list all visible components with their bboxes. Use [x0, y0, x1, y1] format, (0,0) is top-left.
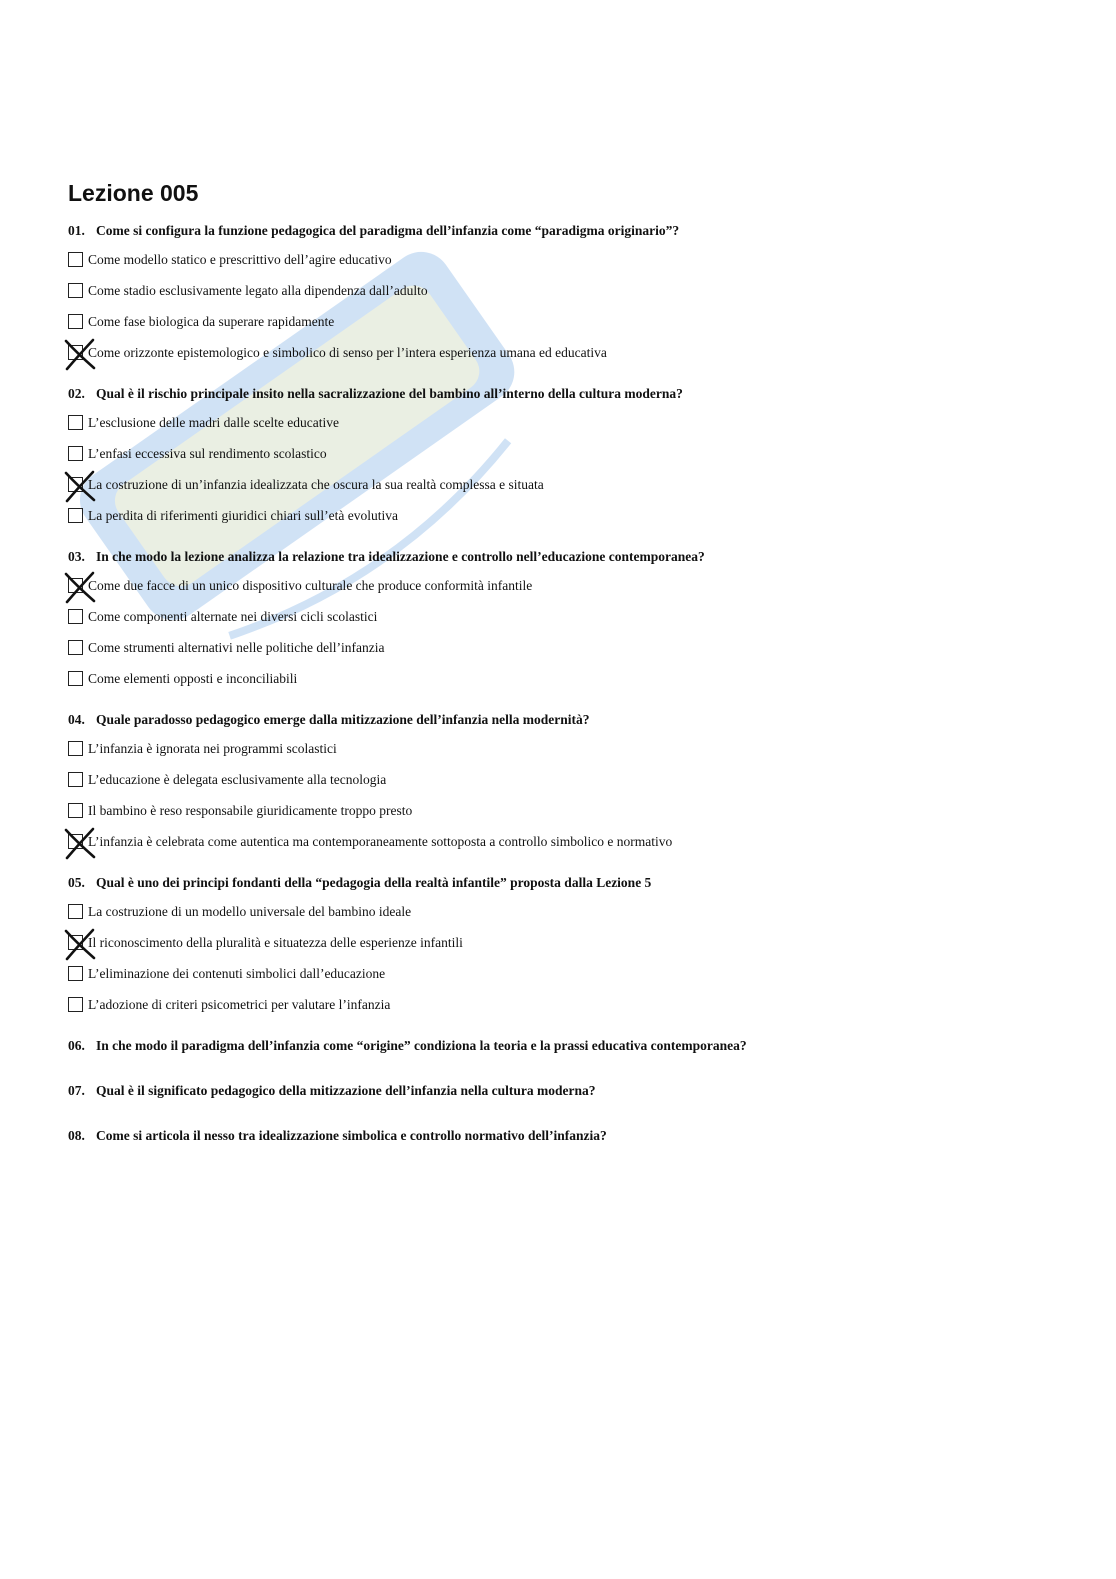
cross-mark-icon	[63, 337, 97, 371]
open-question	[68, 1037, 1068, 1055]
question-number: 03.	[68, 549, 85, 564]
answer-label: L’enfasi eccessiva sul rendimento scolastico	[88, 446, 327, 461]
question-block	[68, 711, 1068, 864]
question-list	[68, 222, 1068, 1145]
checked-checkbox[interactable]	[68, 477, 83, 492]
question-text	[68, 385, 1068, 403]
question-label: Qual è il significato pedagogico della mitizzazione dell’infanzia nella cultura moderna?	[96, 1083, 596, 1098]
question-number: 02.	[68, 386, 85, 401]
answer-label: Come componenti alternate nei diversi cicli scolastici	[88, 609, 378, 624]
question-number: 01.	[68, 223, 85, 238]
question-block	[68, 548, 1068, 701]
answer-label: Come modello statico e prescrittivo dell’agire educativo	[88, 252, 392, 267]
question-text	[68, 874, 1068, 892]
answer-option[interactable]	[68, 251, 1068, 282]
checkbox[interactable]	[68, 772, 83, 787]
question-number: 08.	[68, 1128, 85, 1143]
cross-mark-icon	[63, 927, 97, 961]
answer-label: La perdita di riferimenti giuridici chiari sull’età evolutiva	[88, 508, 399, 523]
answer-option[interactable]	[68, 344, 1068, 375]
checkbox[interactable]	[68, 508, 83, 523]
question-label: In che modo il paradigma dell’infanzia come “origine” condiziona la teoria e la prassi educativa contemporanea?	[96, 1038, 747, 1053]
question-block	[68, 222, 1068, 375]
answer-option[interactable]	[68, 282, 1068, 313]
question-block	[68, 385, 1068, 538]
question-text	[68, 222, 1068, 240]
question-number: 05.	[68, 875, 85, 890]
page-title: Lezione 005	[68, 180, 199, 206]
question-number: 07.	[68, 1083, 85, 1098]
question-label: Come si articola il nesso tra idealizzazione simbolica e controllo normativo dell’infanzia?	[96, 1128, 607, 1143]
checkbox[interactable]	[68, 640, 83, 655]
answer-option[interactable]	[68, 414, 1068, 445]
answer-option[interactable]	[68, 740, 1068, 771]
answer-option[interactable]	[68, 802, 1068, 833]
answer-option[interactable]	[68, 639, 1068, 670]
checkbox[interactable]	[68, 415, 83, 430]
checkbox[interactable]	[68, 283, 83, 298]
open-question	[68, 1082, 1068, 1100]
question-label: In che modo la lezione analizza la relazione tra idealizzazione e controllo nell’educazione contemporanea?	[96, 549, 705, 564]
answer-option[interactable]	[68, 507, 1068, 538]
cross-mark-icon	[63, 570, 97, 604]
question-block	[68, 874, 1068, 1027]
cross-mark-icon	[63, 826, 97, 860]
answer-label: Il bambino è reso responsabile giuridicamente troppo presto	[88, 803, 413, 818]
answer-label: L’eliminazione dei contenuti simbolici dall’educazione	[88, 966, 386, 981]
answer-label: La costruzione di un’infanzia idealizzata che oscura la sua realtà complessa e situata	[88, 477, 544, 492]
answer-label: Il riconoscimento della pluralità e situatezza delle esperienze infantili	[88, 935, 463, 950]
answer-option[interactable]	[68, 445, 1068, 476]
open-question	[68, 1127, 1068, 1145]
checkbox[interactable]	[68, 671, 83, 686]
question-label: Qual è uno dei principi fondanti della “pedagogia della realtà infantile” proposta dalla Lezione 5	[96, 875, 652, 890]
cross-mark-icon	[63, 469, 97, 503]
answer-label: Come stadio esclusivamente legato alla dipendenza dall’adulto	[88, 283, 428, 298]
answer-label: La costruzione di un modello universale del bambino ideale	[88, 904, 412, 919]
answer-label: Come strumenti alternativi nelle politiche dell’infanzia	[88, 640, 385, 655]
answer-option[interactable]	[68, 903, 1068, 934]
answer-option[interactable]	[68, 833, 1068, 864]
answer-option[interactable]	[68, 771, 1068, 802]
answer-option[interactable]	[68, 934, 1068, 965]
answer-option[interactable]	[68, 476, 1068, 507]
answer-label: Come orizzonte epistemologico e simbolico di senso per l’intera esperienza umana ed educativa	[88, 345, 607, 360]
checkbox[interactable]	[68, 803, 83, 818]
answer-option[interactable]	[68, 670, 1068, 701]
checkbox[interactable]	[68, 314, 83, 329]
checkbox[interactable]	[68, 252, 83, 267]
answer-label: Come elementi opposti e inconciliabili	[88, 671, 298, 686]
answer-label: Come fase biologica da superare rapidamente	[88, 314, 335, 329]
answer-option[interactable]	[68, 996, 1068, 1027]
question-label: Quale paradosso pedagogico emerge dalla mitizzazione dell’infanzia nella modernità?	[96, 712, 590, 727]
checkbox[interactable]	[68, 966, 83, 981]
answer-label: L’esclusione delle madri dalle scelte educative	[88, 415, 340, 430]
answer-label: Come due facce di un unico dispositivo culturale che produce conformità infantile	[88, 578, 533, 593]
checkbox[interactable]	[68, 609, 83, 624]
checked-checkbox[interactable]	[68, 935, 83, 950]
answer-label: L’infanzia è celebrata come autentica ma contemporaneamente sottoposta a controllo simbolico e normativo	[88, 834, 673, 849]
question-text	[68, 711, 1068, 729]
question-label: Qual è il rischio principale insito nella sacralizzazione del bambino all’interno della cultura moderna?	[96, 386, 683, 401]
checked-checkbox[interactable]	[68, 578, 83, 593]
answer-label: L’infanzia è ignorata nei programmi scolastici	[88, 741, 337, 756]
question-number: 06.	[68, 1038, 85, 1053]
checkbox[interactable]	[68, 741, 83, 756]
checked-checkbox[interactable]	[68, 345, 83, 360]
answer-option[interactable]	[68, 313, 1068, 344]
checkbox[interactable]	[68, 904, 83, 919]
answer-option[interactable]	[68, 577, 1068, 608]
checkbox[interactable]	[68, 997, 83, 1012]
answer-option[interactable]	[68, 608, 1068, 639]
answer-label: L’educazione è delegata esclusivamente alla tecnologia	[88, 772, 387, 787]
answer-option[interactable]	[68, 965, 1068, 996]
question-number: 04.	[68, 712, 85, 727]
checkbox[interactable]	[68, 446, 83, 461]
answer-label: L’adozione di criteri psicometrici per valutare l’infanzia	[88, 997, 391, 1012]
question-text	[68, 548, 1068, 566]
question-label: Come si configura la funzione pedagogica del paradigma dell’infanzia come “paradigma originario”?	[96, 223, 680, 238]
document-page	[68, 178, 1068, 1172]
checked-checkbox[interactable]	[68, 834, 83, 849]
